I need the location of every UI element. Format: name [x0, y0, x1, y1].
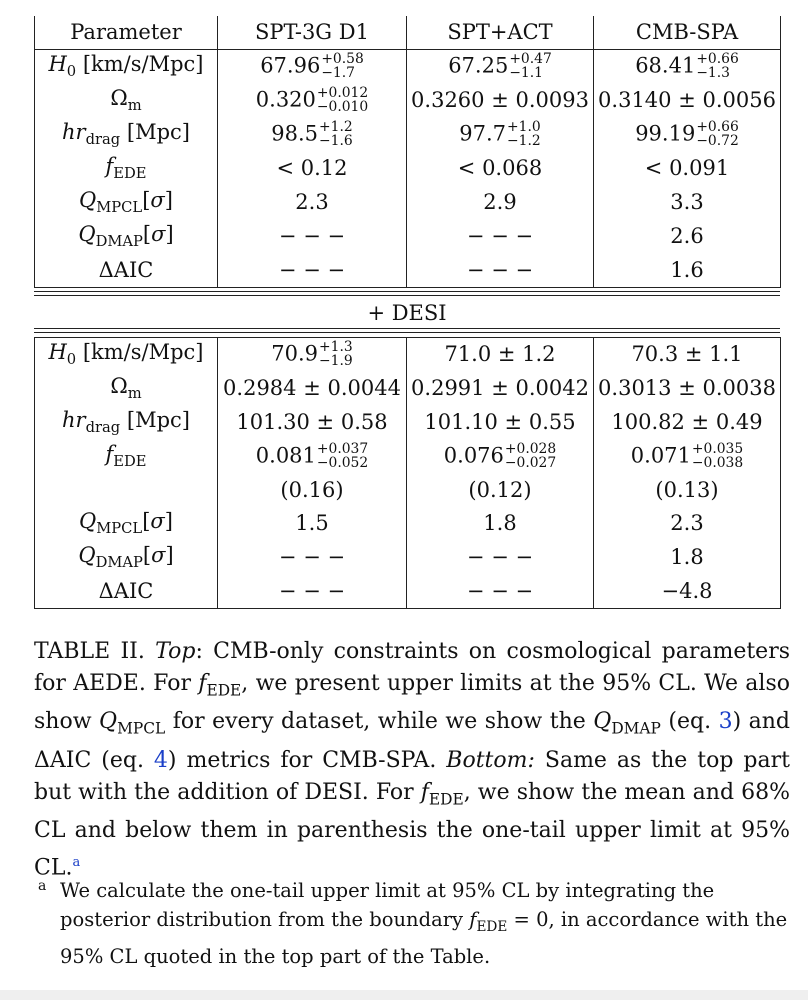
cell: 2.3 — [218, 186, 407, 220]
cell: 99.19 +0.66 −0.72 — [594, 118, 781, 152]
cell: 70.9 +1.3 −1.9 — [218, 338, 407, 372]
page-bottom-shade — [0, 990, 808, 1000]
label-daic: ΔAIC — [35, 575, 218, 609]
label-empty — [35, 474, 218, 507]
cell: − − − — [407, 541, 594, 575]
cell: −4.8 — [594, 575, 781, 609]
row-qmpcl — [35, 507, 781, 541]
label-hrdrag: $hr_{drag}$ [Mpc] — [35, 406, 218, 440]
cell: 1.8 — [407, 507, 594, 541]
bottom-table — [34, 337, 781, 609]
cell: 0.3140 ± 0.0056 — [594, 84, 781, 118]
top-table — [34, 16, 781, 288]
label-omega: $\Omega_m$ — [35, 372, 218, 406]
label-fede: $f_{EDE}$ — [35, 440, 218, 474]
cell: − − − — [218, 575, 407, 609]
row-qmpcl — [35, 186, 781, 220]
cell: 0.3013 ± 0.0038 — [594, 372, 781, 406]
header-col2: SPT+ACT — [407, 16, 594, 50]
row-h0 — [35, 338, 781, 372]
row-daic — [35, 575, 781, 609]
label-h0: $H_0$ [km/s/Mpc] — [35, 50, 218, 84]
cell: − − − — [407, 220, 594, 254]
equation-ref-3[interactable]: 3 — [718, 709, 733, 735]
header-parameter: Parameter — [35, 16, 218, 50]
cell: 2.6 — [594, 220, 781, 254]
cell: 1.6 — [594, 254, 781, 288]
table-footnote — [34, 876, 788, 971]
label-qdmap: $Q_{DMAP}[\sigma]$ — [35, 541, 218, 575]
separator-label: + DESI — [367, 301, 447, 325]
row-omega — [35, 84, 781, 118]
table-caption: TABLE II. Top: CMB-only constraints on cosmological parameters for AEDE. For $f_{EDE}$, we present upper limits at the 95% CL. We also show $Q_{MPCL}$ for every dataset, while we show the $Q_{DMAP}$ (eq. 3) and ΔAIC (eq. 4) metrics for CMB-SPA. Bottom: Same as the top part but with the addition of DESI. For $f_{EDE}$, we show the mean and 68% CL and below them in parenthesis the one-tail upper limit at 95% CL.$^a$ — [34, 639, 791, 881]
row-daic — [35, 254, 781, 288]
row-h0 — [35, 50, 781, 84]
cell: 0.320 +0.012 −0.010 — [218, 84, 407, 118]
cell: < 0.091 — [594, 152, 781, 186]
cell: 0.3260 ± 0.0093 — [407, 84, 594, 118]
row-qdmap — [35, 220, 781, 254]
cell: 68.41 +0.66 −1.3 — [594, 50, 781, 84]
cell: 98.5 +1.2 −1.6 — [218, 118, 407, 152]
cell: 67.96 +0.58 −1.7 — [218, 50, 407, 84]
cell: (0.13) — [594, 474, 781, 507]
cell: 2.3 — [594, 507, 781, 541]
cell: 0.2984 ± 0.0044 — [218, 372, 407, 406]
cell: 0.2991 ± 0.0042 — [407, 372, 594, 406]
row-fede — [35, 440, 781, 474]
cell: (0.16) — [218, 474, 407, 507]
label-daic: ΔAIC — [35, 254, 218, 288]
label-hrdrag: $hr_{drag}$ [Mpc] — [35, 118, 218, 152]
label-fede: $f_{EDE}$ — [35, 152, 218, 186]
label-qdmap: $Q_{DMAP}[\sigma]$ — [35, 220, 218, 254]
cell: − − − — [407, 254, 594, 288]
cell: 97.7 +1.0 −1.2 — [407, 118, 594, 152]
label-omega: $\Omega_m$ — [35, 84, 218, 118]
row-fede — [35, 152, 781, 186]
cell: − − − — [218, 541, 407, 575]
label-qmpcl: $Q_{MPCL}[\sigma]$ — [35, 186, 218, 220]
row-qdmap — [35, 541, 781, 575]
desi-separator — [34, 291, 780, 333]
row-hrdrag — [35, 118, 781, 152]
equation-ref-4[interactable]: 4 — [153, 747, 168, 773]
cell: − − − — [407, 575, 594, 609]
header-row — [35, 16, 781, 50]
row-hrdrag — [35, 406, 781, 440]
header-col3: CMB-SPA — [594, 16, 781, 50]
cell: 0.081 +0.037 −0.052 — [218, 440, 407, 474]
cell: − − − — [218, 254, 407, 288]
cell: 71.0 ± 1.2 — [407, 338, 594, 372]
cell: 70.3 ± 1.1 — [594, 338, 781, 372]
cell: 100.82 ± 0.49 — [594, 406, 781, 440]
cell: 0.076 +0.028 −0.027 — [407, 440, 594, 474]
cell: 0.071 +0.035 −0.038 — [594, 440, 781, 474]
header-col1: SPT-3G D1 — [218, 16, 407, 50]
footnote-link[interactable]: a — [72, 855, 81, 871]
cell: 1.8 — [594, 541, 781, 575]
cell: 101.30 ± 0.58 — [218, 406, 407, 440]
cell: − − − — [218, 220, 407, 254]
label-qmpcl: $Q_{MPCL}[\sigma]$ — [35, 507, 218, 541]
row-fede-upper — [35, 474, 781, 507]
cell: 67.25 +0.47 −1.1 — [407, 50, 594, 84]
cell: 101.10 ± 0.55 — [407, 406, 594, 440]
footnote-text: We calculate the one-tail upper limit at 95% CL by integrating the posterior distribution from the boundary $f_{EDE} = 0$, in accordance with the 95% CL quoted in the top part of the Table. — [60, 879, 788, 968]
cell: < 0.068 — [407, 152, 594, 186]
cell: 2.9 — [407, 186, 594, 220]
row-omega — [35, 372, 781, 406]
cell: 3.3 — [594, 186, 781, 220]
cell: < 0.12 — [218, 152, 407, 186]
cell: (0.12) — [407, 474, 594, 507]
label-h0: $H_0$ [km/s/Mpc] — [35, 338, 218, 372]
footnote-mark: a — [38, 878, 47, 894]
cell: 1.5 — [218, 507, 407, 541]
